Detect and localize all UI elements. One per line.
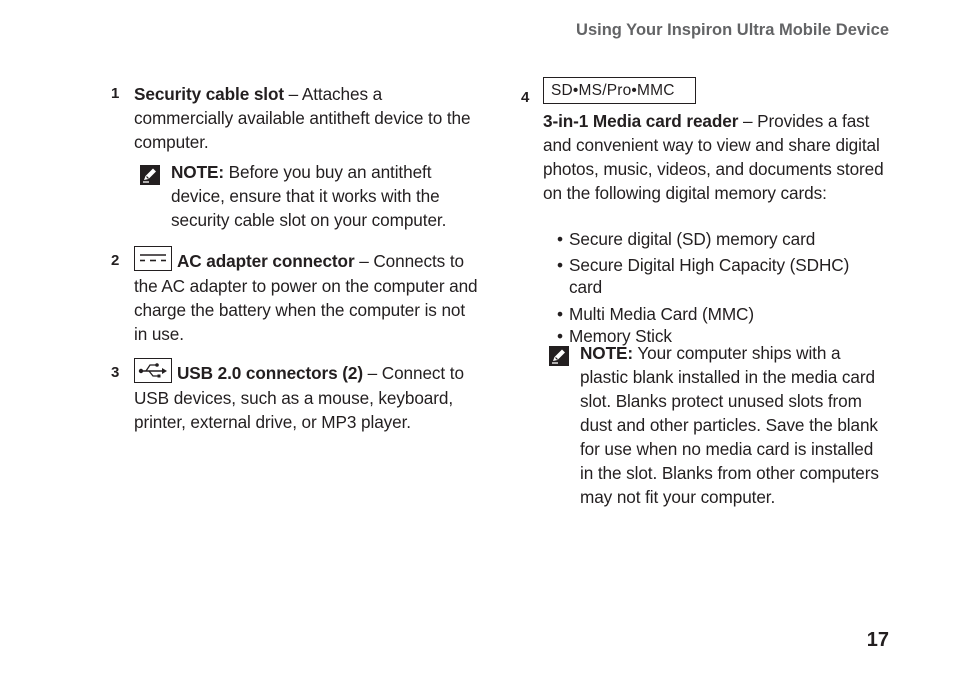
list-item: • Multi Media Card (MMC) bbox=[557, 304, 754, 324]
item-number: 4 bbox=[521, 89, 530, 106]
note-pencil-icon bbox=[549, 346, 569, 366]
running-header: Using Your Inspiron Ultra Mobile Device bbox=[576, 21, 889, 39]
item-usb-connectors bbox=[134, 361, 479, 434]
item-number: 3 bbox=[111, 364, 120, 381]
item-term: 3-in-1 Media card reader bbox=[543, 111, 739, 131]
note-label: NOTE: bbox=[580, 343, 633, 363]
item-ac-adapter-connector bbox=[134, 249, 479, 346]
item-description: – Connect to USB devices, such as a mouse, keyboard, printer, external drive, or MP3 player. bbox=[134, 363, 464, 432]
note-pencil-icon bbox=[140, 165, 160, 185]
memory-card-list bbox=[543, 228, 873, 347]
item-term: USB 2.0 connectors (2) bbox=[177, 363, 363, 383]
item-number: 1 bbox=[111, 85, 120, 102]
media-card-slot-label: SD•MS/Pro•MMC bbox=[543, 77, 696, 104]
item-media-card-reader bbox=[543, 109, 888, 205]
note-text: Before you buy an antitheft device, ensure that it works with the security cable slot on your computer. bbox=[171, 162, 447, 230]
item-description: – Provides a fast and convenient way to view and share digital photos, music, videos, and documents stored on the following digital memory cards: bbox=[543, 111, 884, 203]
note-text: Your computer ships with a plastic blank installed in the media card slot. Blanks protect unused slots from dust and other particles. Save the blank for use when no media card is installed in the slot. Blanks from other computers may not fit your computer. bbox=[580, 343, 879, 507]
item-number: 2 bbox=[111, 252, 120, 269]
item-description: – Connects to the AC adapter to power on the computer and charge the battery when the computer is not in use. bbox=[134, 251, 478, 344]
usb-icon bbox=[134, 358, 172, 383]
list-item: • Secure Digital High Capacity (SDHC) card bbox=[557, 255, 850, 297]
page-number: 17 bbox=[866, 629, 889, 651]
list-item: • Memory Stick bbox=[557, 326, 672, 346]
note-antitheft bbox=[171, 160, 471, 232]
note-label: NOTE: bbox=[171, 162, 224, 182]
item-term: AC adapter connector bbox=[177, 251, 355, 271]
note-media-card-blank bbox=[580, 341, 885, 509]
item-security-cable-slot bbox=[134, 82, 479, 154]
dc-power-icon bbox=[134, 246, 172, 271]
item-description: – Attaches a commercially available antitheft device to the computer. bbox=[134, 84, 471, 152]
list-item: • Secure digital (SD) memory card bbox=[557, 229, 816, 249]
item-term: Security cable slot bbox=[134, 84, 284, 104]
